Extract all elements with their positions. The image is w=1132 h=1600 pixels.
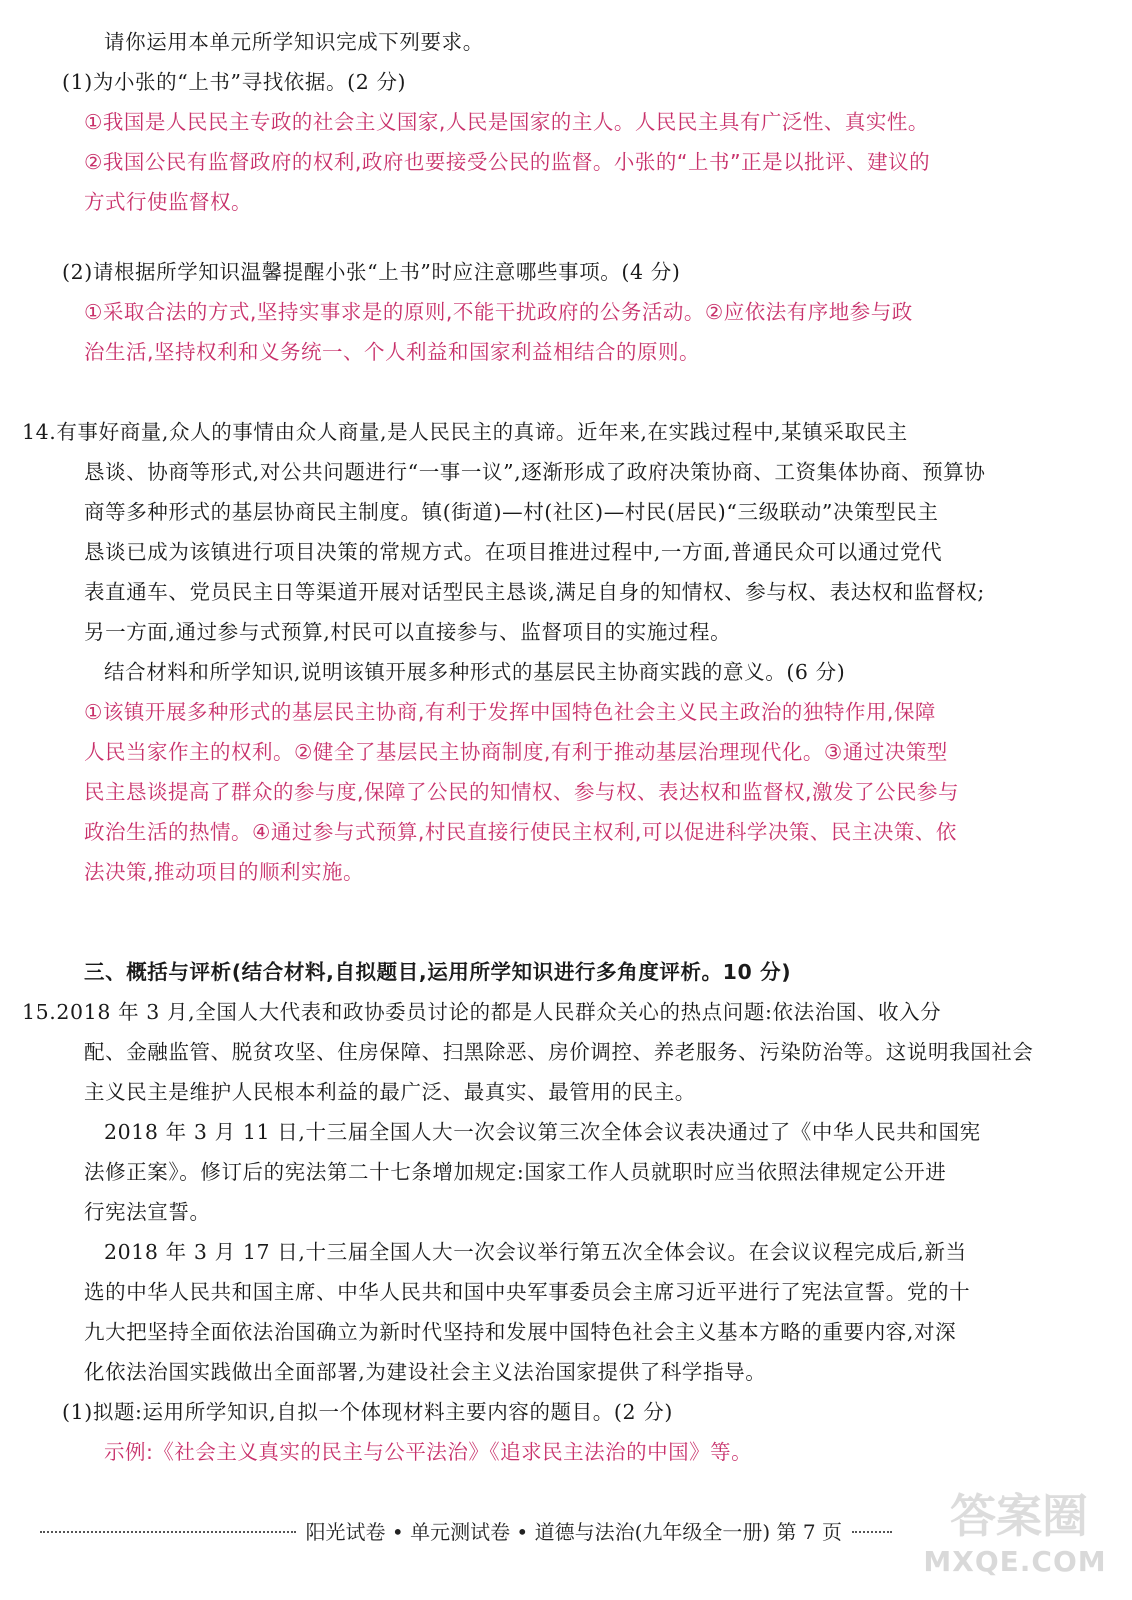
answer-line: 治生活,坚持权利和义务统一、个人利益和国家利益相结合的原则。 xyxy=(84,340,701,364)
material-line: 九大把坚持全面依法治国确立为新时代坚持和发展中国特色社会主义基本方略的重要内容,对深 xyxy=(84,1320,957,1344)
material-line: 15.2018 年 3 月,全国人大代表和政协委员讨论的都是人民群众关心的热点问题:依法治国、收入分 xyxy=(22,1000,942,1024)
q15-sub1-answer xyxy=(22,1432,1086,1472)
answer-line: ①该镇开展多种形式的基层民主协商,有利于发挥中国特色社会主义民主政治的独特作用,保障 xyxy=(84,700,936,724)
material-line: 恳谈、协商等形式,对公共问题进行“一事一议”,逐渐形成了政府决策协商、工资集体协商、预算协 xyxy=(84,460,986,484)
q13-sub1-answer xyxy=(22,102,1086,222)
watermark-logo: 答案圈 xyxy=(950,1489,1088,1543)
footer-dotted-rule xyxy=(852,1531,892,1533)
section-heading: 三、概括与评析(结合材料,自拟题目,运用所学知识进行多角度评析。10 分) xyxy=(84,960,792,984)
material-line: 选的中华人民共和国主席、中华人民共和国中央军事委员会主席习近平进行了宪法宣誓。党的十 xyxy=(84,1280,971,1304)
material-line: 表直通车、党员民主日等渠道开展对话型民主恳谈,满足自身的知情权、参与权、表达权和监督权; xyxy=(84,580,985,604)
q13-sub1-question: (1)为小张的“上书”寻找依据。(2 分) xyxy=(62,70,407,94)
q14-question: 结合材料和所学知识,说明该镇开展多种形式的基层民主协商实践的意义。(6 分) xyxy=(104,660,846,684)
material-line: 另一方面,通过参与式预算,村民可以直接参与、监督项目的实施过程。 xyxy=(84,620,732,644)
material-line: 商等多种形式的基层协商民主制度。镇(街道)—村(社区)—村民(居民)“三级联动”决策型民主 xyxy=(84,500,939,524)
q13-intro: 请你运用本单元所学知识完成下列要求。 xyxy=(104,30,484,54)
answer-line: 人民当家作主的权利。②健全了基层民主协商制度,有利于推动基层治理现代化。③通过决策型 xyxy=(84,740,948,764)
answer-line: 政治生活的热情。④通过参与式预算,村民直接行使民主权利,可以促进科学决策、民主决策、依 xyxy=(84,820,957,844)
q14-material xyxy=(22,412,1086,652)
q13-sub2-answer xyxy=(22,292,1086,372)
footer-dotted-rule xyxy=(40,1531,296,1533)
site-watermark xyxy=(910,1480,1120,1590)
material-line: 恳谈已成为该镇进行项目决策的常规方式。在项目推进过程中,一方面,普通民众可以通过党代 xyxy=(84,540,943,564)
q13-sub2-question: (2)请根据所学知识温馨提醒小张“上书”时应注意哪些事项。(4 分) xyxy=(62,260,681,284)
watermark-site: MXQE.COM xyxy=(923,1545,1107,1578)
material-line: 法修正案》。修订后的宪法第二十七条增加规定:国家工作人员就职时应当依照法律规定公开进 xyxy=(84,1160,947,1184)
answer-line: 示例:《社会主义真实的民主与公平法治》《追求民主法治的中国》等。 xyxy=(104,1440,753,1464)
page-footer xyxy=(30,1510,902,1550)
answer-line: ①采取合法的方式,坚持实事求是的原则,不能干扰政府的公务活动。②应依法有序地参与政 xyxy=(84,300,913,324)
answer-line: ②我国公民有监督政府的权利,政府也要接受公民的监督。小张的“上书”正是以批评、建议的 xyxy=(84,150,931,174)
q14-answer xyxy=(22,692,1086,892)
material-line: 配、金融监管、脱贫攻坚、住房保障、扫黑除恶、房价调控、养老服务、污染防治等。这说明我国社会 xyxy=(84,1040,1034,1064)
material-line: 2018 年 3 月 11 日,十三届全国人大一次会议第三次全体会议表决通过了《中华人民共和国宪 xyxy=(104,1120,981,1144)
q15-material xyxy=(22,992,1086,1392)
answer-line: ①我国是人民民主专政的社会主义国家,人民是国家的主人。人民民主具有广泛性、真实性。 xyxy=(84,110,929,134)
answer-line: 民主恳谈提高了群众的参与度,保障了公民的知情权、参与权、表达权和监督权,激发了公民参与 xyxy=(84,780,960,804)
material-line: 化依法治国实践做出全面部署,为建设社会主义法治国家提供了科学指导。 xyxy=(84,1360,767,1384)
material-line: 14.有事好商量,众人的事情由众人商量,是人民民主的真谛。近年来,在实践过程中,某镇采取民主 xyxy=(22,420,908,444)
material-line: 主义民主是维护人民根本利益的最广泛、最真实、最管用的民主。 xyxy=(84,1080,696,1104)
q15-sub1-question: (1)拟题:运用所学知识,自拟一个体现材料主要内容的题目。(2 分) xyxy=(62,1400,673,1424)
answer-line: 法决策,推动项目的顺利实施。 xyxy=(84,860,365,884)
footer-text: 阳光试卷 • 单元测试卷 • 道德与法治(九年级全一册) 第 7 页 xyxy=(305,1519,842,1544)
material-line: 行宪法宣誓。 xyxy=(84,1200,211,1224)
material-line: 2018 年 3 月 17 日,十三届全国人大一次会议举行第五次全体会议。在会议议程完成后,新当 xyxy=(104,1240,967,1264)
answer-line: 方式行使监督权。 xyxy=(84,190,252,214)
